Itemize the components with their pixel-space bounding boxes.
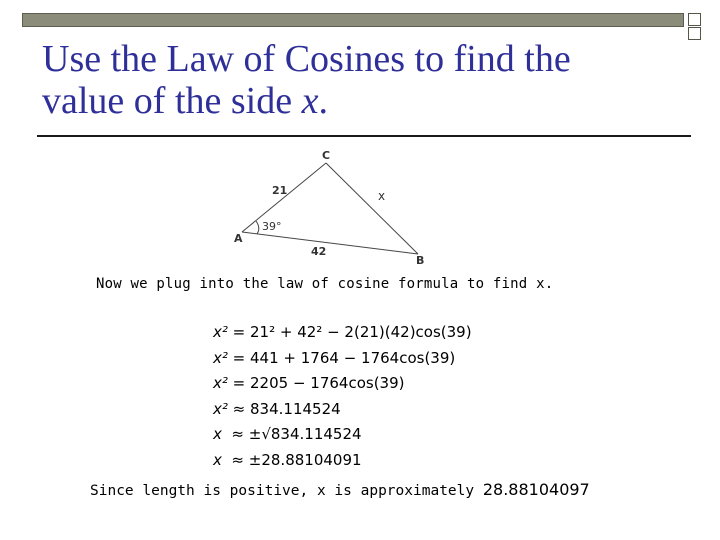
title-line-2-suffix: . [318, 80, 328, 122]
equation-line [213, 397, 472, 423]
equation-lhs: x² [213, 374, 233, 392]
vertex-a-label: A [234, 232, 243, 245]
side-ab-label: 42 [311, 245, 327, 258]
equation-lhs: x² [213, 348, 233, 367]
corner-square-top [688, 13, 701, 26]
equation-lhs: x² [213, 399, 233, 418]
title-variable: x [301, 80, 319, 122]
equation-line [213, 320, 472, 346]
equation-lhs: x [213, 450, 232, 469]
title-line-2-prefix: value of the side [42, 80, 302, 122]
equation-line [213, 371, 472, 397]
equation-block [213, 320, 472, 473]
equation-rhs: 441 + 1764 − 1764cos(39) [250, 348, 456, 367]
equation-line [213, 346, 472, 372]
conclusion-sentence: Since length is positive, x is approximately [90, 483, 483, 499]
equation-relation: ≈ [232, 399, 251, 418]
equation-relation: = [232, 348, 251, 367]
equation-relation: = [232, 374, 251, 392]
equation-rhs: ±28.88104091 [248, 450, 362, 469]
angle-a-arc [256, 221, 259, 234]
side-cb-label: x [378, 189, 386, 203]
equation-line [213, 422, 472, 448]
equation-line [213, 448, 472, 474]
equation-lhs: x² [213, 323, 233, 341]
title-divider [37, 135, 691, 137]
top-decorative-bar [22, 13, 684, 27]
conclusion-value: 28.88104097 [482, 480, 590, 499]
equation-relation: = [232, 323, 251, 341]
equation-relation: ≈ [231, 450, 249, 469]
equation-rhs: 21² + 42² − 2(21)(42)cos(39) [250, 323, 472, 341]
vertex-c-label: C [322, 149, 331, 162]
triangle-diagram [220, 142, 425, 267]
equation-relation: ≈ [231, 425, 249, 443]
instruction-text: Now we plug into the law of cosine formula to find x. [96, 276, 554, 292]
equation-rhs: ±√834.114524 [248, 425, 362, 443]
equation-rhs: 2205 − 1764cos(39) [250, 374, 405, 392]
side-ac-label: 21 [272, 184, 288, 197]
vertex-b-label: B [416, 254, 425, 267]
title-line-1: Use the Law of Cosines to find the [42, 38, 571, 80]
corner-square-bottom [688, 27, 701, 40]
title-line-2 [42, 80, 682, 122]
equation-lhs: x [213, 425, 232, 443]
side-ac-line [242, 163, 326, 232]
equation-rhs: 834.114524 [250, 399, 341, 418]
side-ab-line [242, 232, 418, 254]
slide-title [42, 38, 682, 122]
side-cb-line [326, 163, 418, 254]
conclusion-text [90, 480, 590, 499]
angle-a-label: 39° [262, 220, 282, 233]
